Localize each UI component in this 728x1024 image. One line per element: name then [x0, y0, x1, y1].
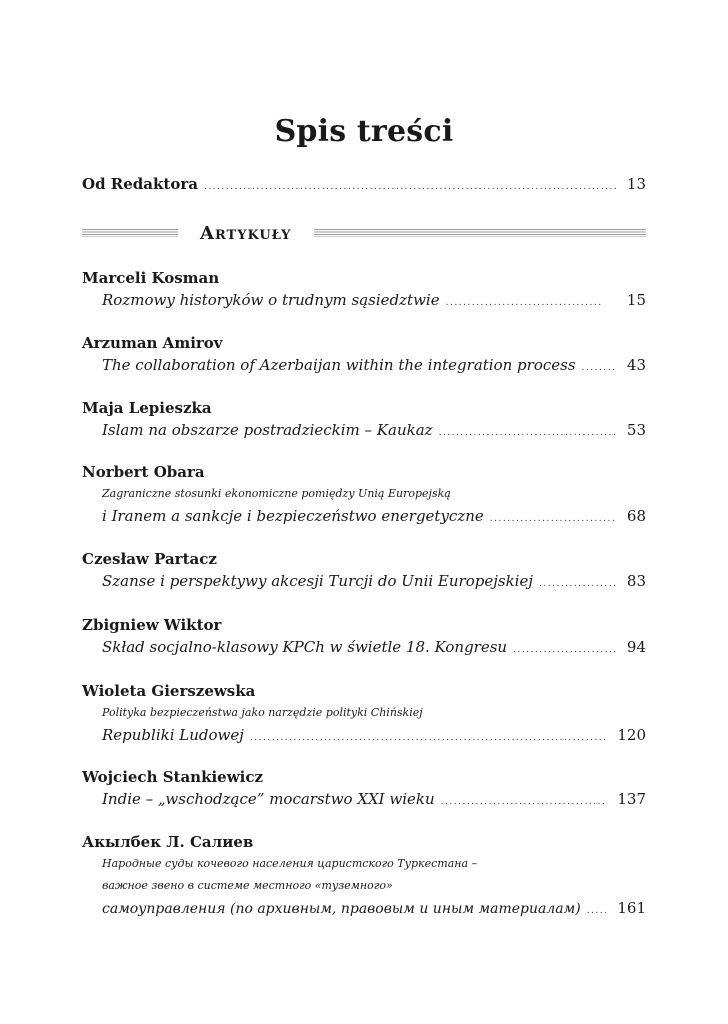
entry-author: Czesław Partacz: [82, 550, 217, 568]
page-number: 43: [626, 356, 646, 374]
toc-entry[interactable]: [82, 549, 646, 595]
dot-leader: [250, 727, 606, 749]
entry-title-continued: важное звено в системе местного «туземного»: [102, 879, 393, 892]
page-number: 13: [626, 175, 646, 193]
section-title: Artykuły: [200, 223, 292, 244]
toc-entry[interactable]: [82, 333, 646, 379]
front-matter-label: Od Redaktora: [82, 175, 198, 193]
dot-leader: [441, 791, 607, 813]
dot-leader: [490, 508, 616, 530]
page-number: 137: [617, 790, 646, 808]
section-header: [82, 222, 646, 246]
page-number: 53: [626, 421, 646, 439]
toc-entry[interactable]: [82, 268, 646, 314]
entry-author: Wioleta Gierszewska: [82, 682, 256, 700]
entry-title-continued: i Iranem a sankcje i bezpieczeństwo energetyczne: [102, 507, 484, 525]
entry-title: Indie – „wschodzące” mocarstwo XXI wieku: [102, 790, 435, 808]
page-number: 83: [626, 572, 646, 590]
entry-title: Islam na obszarze postradzieckim – Kaukaz: [102, 421, 433, 439]
dot-leader: [446, 292, 603, 314]
entry-title: Rozmowy historyków o trudnym sąsiedztwie: [102, 291, 440, 309]
entry-author: Zbigniew Wiktor: [82, 616, 222, 634]
entry-author: Marceli Kosman: [82, 269, 220, 287]
toc-entry[interactable]: [82, 767, 646, 813]
page-number: 68: [626, 507, 646, 525]
entry-title: Polityka bezpieczeństwa jako narzędzie polityki Chińskiej: [102, 706, 423, 719]
toc-entry[interactable]: [82, 615, 646, 661]
entry-title: Skład socjalno-klasowy KPCh w świetle 18. Kongresu: [102, 638, 508, 656]
dot-leader: [439, 422, 616, 444]
page-title: Spis treści: [274, 114, 454, 149]
entry-title: The collaboration of Azerbaijan within the integration process: [102, 356, 576, 374]
entry-title-continued: Republiki Ludowej: [102, 726, 244, 744]
entry-title: Zagraniczne stosunki ekonomiczne pomiędzy Unią Europejską: [102, 487, 451, 500]
toc-front-matter[interactable]: [82, 173, 646, 198]
toc-entry[interactable]: [82, 832, 646, 922]
entry-title: Народные суды кочевого населения царистского Туркестана –: [102, 857, 478, 870]
entry-author: Norbert Obara: [82, 463, 205, 481]
toc-entry[interactable]: [82, 398, 646, 444]
entry-author: Arzuman Amirov: [82, 334, 223, 352]
dot-leader: [582, 357, 616, 379]
entry-author: Wojciech Stankiewicz: [82, 768, 263, 786]
toc-entry[interactable]: [82, 681, 646, 749]
toc-entry[interactable]: [82, 462, 646, 530]
dot-leader: [513, 639, 616, 661]
entry-author: Maja Lepieszka: [82, 399, 212, 417]
entry-title-continued: самоуправления (по архивным, правовым и иным материалам): [102, 901, 581, 917]
page-number: 15: [626, 291, 646, 309]
section-rule-left: [82, 229, 178, 237]
dot-leader: [587, 900, 607, 922]
page-number: 120: [617, 726, 646, 744]
entry-title: Szanse i perspektywy akcesji Turcji do Unii Europejskiej: [102, 572, 533, 590]
section-rule-right: [314, 229, 646, 237]
entry-author: Акылбек Л. Салиев: [82, 833, 254, 851]
page-number: 94: [626, 638, 646, 656]
dot-leader: [539, 573, 616, 595]
page-number: 161: [617, 899, 646, 917]
dot-leader: [204, 176, 616, 198]
